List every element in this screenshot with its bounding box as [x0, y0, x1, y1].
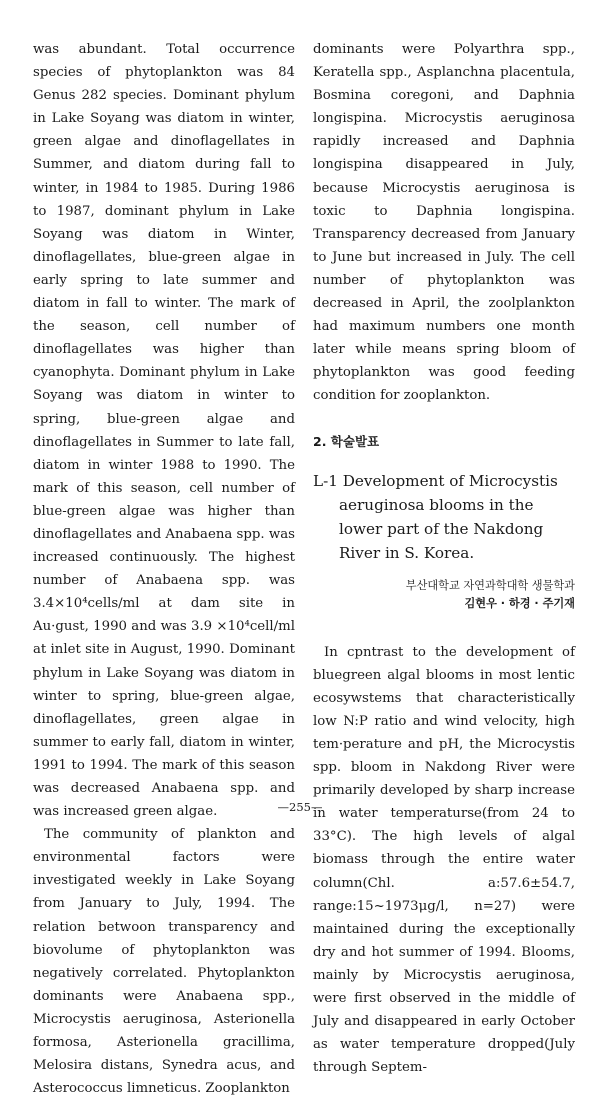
- body-paragraph: The community of plankton and environmental factors were investigated weekly in Lake Soyang from January to July, 1994. The relation betwoon transparency and biovolume of phytoplankton was negatively correlated. Phytoplankton dominants were Anabaena spp., Microcystis aeruginosa, Asterionella formosa, Asterionella gracillima, Melosira distans, Synedra acus, and Asterococcus limneticus. Zooplankton: [33, 827, 295, 1097]
- paper-title: L-1 Development of Microcystis aeruginosa blooms in the lower part of the Nakdong River in S. Korea.: [313, 471, 558, 562]
- left-column: [33, 38, 295, 1100]
- section-heading: 2. 학술발표: [313, 433, 380, 449]
- body-paragraph: dominants were Polyarthra spp., Keratella spp., Asplanchna placentula, Bosmina coregoni, and Daphnia longispina. Microcystis aeruginosa rapidly increased and Daphnia longispina disappeared in July, because Microcystis aeruginosa is toxic to Daphnia longispina. Transparency decreased from January to June but increased in July. The cell number of phytoplankton was decreased in April, the zoolplankton had maximum numbers one month later while means spring bloom of phytoplankton was good feeding condition for zooplankton.: [313, 42, 575, 404]
- affiliation: 부산대학교 자연과학대학 생물학과: [405, 578, 575, 592]
- right-column: [313, 38, 575, 1079]
- body-paragraph: was abundant. Total occurrence species of phytoplankton was 84 Genus 282 species. Dominant phylum in Lake Soyang was diatom in winter, green algae and dinoflagellates in Summer, and diatom during fall to winter, in 1984 to 1985. During 1986 to 1987, dominant phylum in Lake Soyang was diatom in Winter, dinoflagellates, blue-green algae in early spring to late summer and diatom in fall to winter. The mark of the season, cell number of dinoflagellates was higher than cyanophyta. Dominant phylum in Lake Soyang was diatom in winter to spring, blue-green algae and dinoflagellates in Summer to late fall, diatom in winter 1988 to 1990. The mark of this season, cell number of blue-green algae was higher than dinoflagellates and Anabaena spp. was increased continuously. The highest number of Anabaena spp. was 3.4×10⁴cells/ml at dam site in Au·gust, 1990 and was 3.9 ×10⁴cell/ml at inlet site in August, 1990. Dominant phylum in Lake Soyang was diatom in winter to spring, blue-green algae, dinoflagellates, green algae in summer to early fall, diatom in winter, 1991 to 1994. The mark of this season was decreased Anabaena spp. and was increased green algae.: [33, 42, 295, 820]
- abstract-paragraph: In cpntrast to the development of bluegreen algal blooms in most lentic ecosywstems that characteristically low N:P ratio and wind velocity, high tem·perature and pH, the Microcystis spp. bloom in Nakdong River were primarily developed by sharp increase in water temperaturse(from 24 to 33°C). The high levels of algal biomass through the entire water column(Chl. a:57.6±54.7, range:15~1973μg/l, n=27) were maintained during the exceptionally dry and hot summer of 1994. Blooms, mainly by Microcystis aeruginosa, were first observed in the middle of July and disappeared in early October as water temperature dropped(July through Septem-: [313, 644, 575, 1076]
- page-number: —255—: [277, 800, 323, 814]
- authors: 김현우 · 하경 · 주기재: [464, 596, 575, 610]
